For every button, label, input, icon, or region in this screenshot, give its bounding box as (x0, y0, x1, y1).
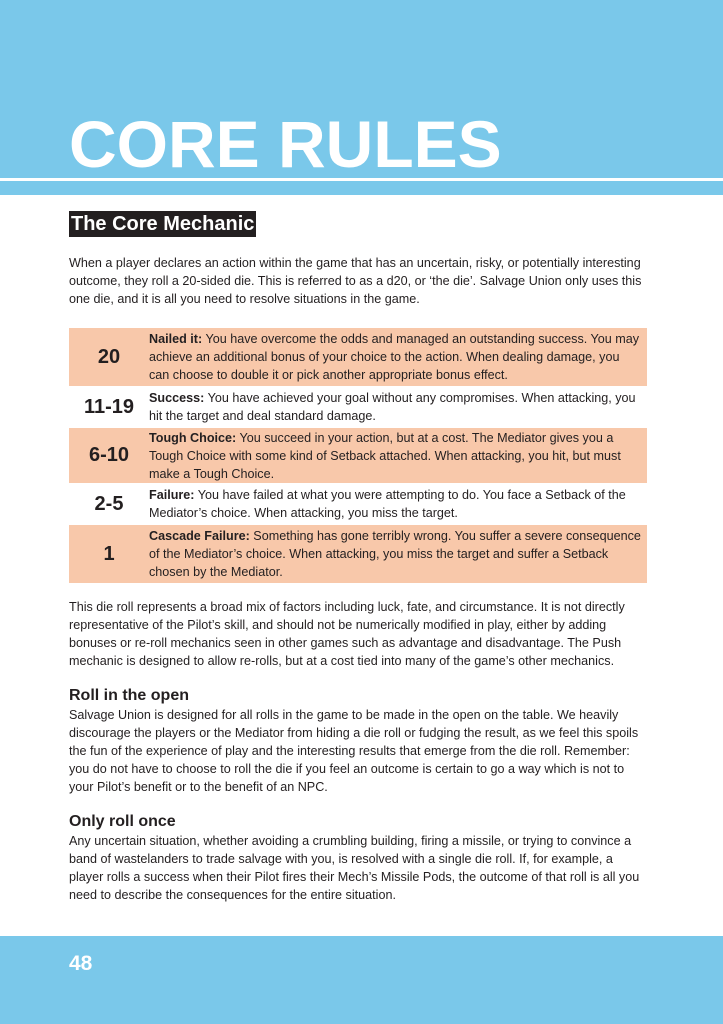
result-description (149, 429, 647, 483)
result-description (149, 527, 647, 581)
only-roll-once-heading: Only roll once (69, 813, 176, 830)
result-range: 1 (103, 542, 115, 565)
page-title: CORE RULES (69, 107, 502, 181)
section-heading: The Core Mechanic (71, 213, 255, 235)
page-number: 48 (69, 952, 93, 975)
result-name: Failure: (149, 488, 195, 502)
result-text: Something has gone terribly wrong. You suffer a severe consequence of the Mediator’s choice. When attacking, you miss the target and suffer a Setback chosen by the Mediator. (149, 529, 641, 579)
results-table (69, 328, 647, 583)
result-name: Success: (149, 391, 205, 405)
roll-in-open-heading: Roll in the open (69, 687, 189, 704)
die-roll-paragraph: This die roll represents a broad mix of factors including luck, fate, and circumstance. It is not directly representative of the Pilot’s skill, and should not be numerically modified in play, either by adding bonuses or re-roll mechanics seen in other games such as advantage and disadvantage. The Push mechanic is designed to allow re-rolls, but at a cost tied into many of the game’s other mechanics. (69, 600, 625, 668)
intro-paragraph: When a player declares an action within the game that has an uncertain, risky, or potentially interesting outcome, they roll a 20-sided die. This is referred to as a d20, or ‘the die’. Salvage Union only uses this one die, and it is all you need to resolve situations in the game. (69, 256, 642, 306)
result-range: 6-10 (88, 444, 130, 466)
result-text: You have achieved your goal without any compromises. When attacking, you hit the target and deal standard damage. (149, 391, 636, 423)
result-text: You have overcome the odds and managed an outstanding success. You may achieve an additional bonus of your choice to the action. When dealing damage, you can choose to double it or pick another appropriate bonus effect. (149, 332, 640, 382)
result-row-2-5 (69, 483, 647, 525)
result-text: You succeed in your action, but at a cost. The Mediator gives you a Tough Choice with some kind of Setback attached. When attacking, you hit, but must make a Tough Choice. (149, 430, 621, 481)
result-name: Nailed it: (149, 332, 203, 346)
result-row-11-19 (69, 386, 647, 428)
only-roll-once-paragraph: Any uncertain situation, whether avoiding a crumbling building, firing a missile, or trying to convince a band of wastelanders to trade salvage with you, is resolved with a single die roll. If, for example, a player rolls a success when their Pilot fires their Mech’s Missile Pods, the outcome of that roll is all you need to describe the consequences for the entire situation. (69, 834, 640, 902)
result-row-1 (69, 525, 647, 583)
result-row-6-10 (69, 428, 647, 483)
result-range: 20 (97, 345, 121, 368)
result-text: You have failed at what you were attempting to do. You face a Setback of the Mediator’s choice. When attacking, you miss the target. (149, 488, 626, 520)
footer-band (0, 936, 723, 1024)
header-stripe (0, 181, 723, 195)
result-description (149, 330, 647, 384)
result-name: Tough Choice: (149, 430, 237, 445)
result-range: 11-19 (83, 395, 135, 418)
result-description (149, 486, 647, 522)
result-name: Cascade Failure: (149, 529, 250, 543)
result-row-20 (69, 328, 647, 386)
result-range: 2-5 (94, 492, 124, 515)
result-description (149, 389, 647, 425)
roll-in-open-paragraph: Salvage Union is designed for all rolls in the game to be made in the open on the table. We heavily discourage the players or the Mediator from hiding a die roll or fudging the result, as we feel this spoils the fun of the experience of play and the interesting results that emerge from the die roll. Remember: you do not have to choose to roll the die if you feel an outcome is certain to go a way which is not to your Pilot’s benefit or to the benefit of an NPC. (69, 708, 639, 794)
